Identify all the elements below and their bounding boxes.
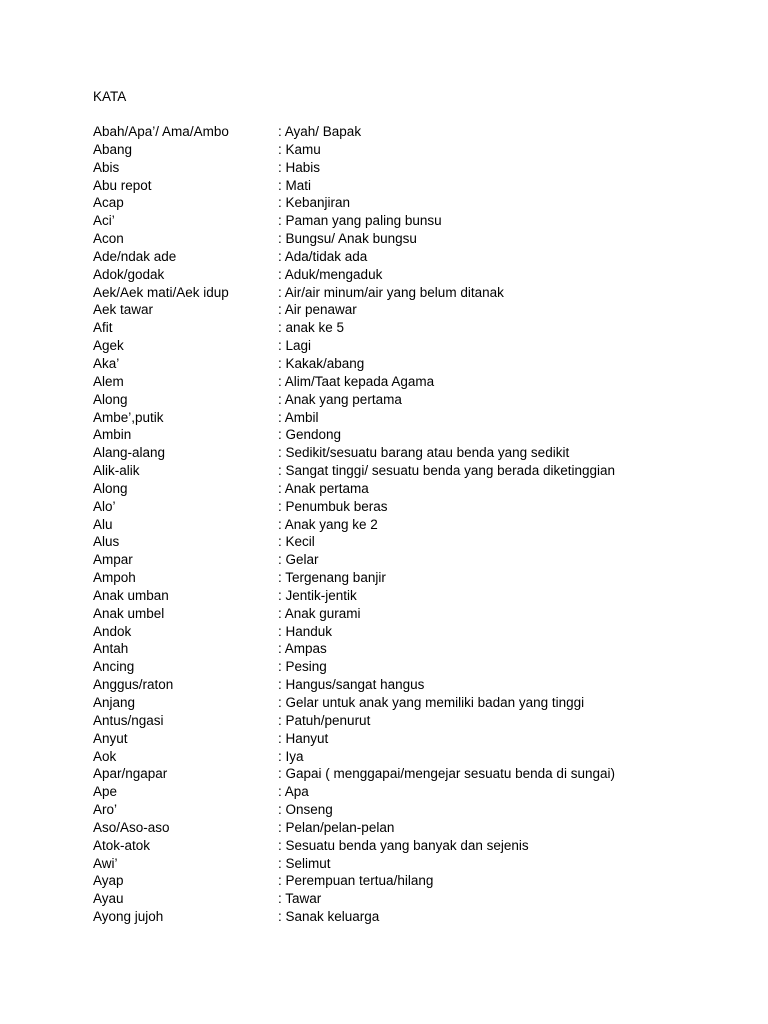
- entry-meaning: : Anak gurami: [278, 605, 361, 621]
- entry-meaning: : Apa: [278, 784, 309, 800]
- entry-meaning: : Gapai ( menggapai/mengejar sesuatu benda di sungai): [278, 766, 615, 782]
- entry-word: Anak umbel: [93, 605, 165, 621]
- entry-meaning: : Kamu: [278, 141, 321, 157]
- entry-word: Acap: [93, 195, 124, 211]
- entry-meaning: : Air penawar: [278, 302, 357, 318]
- entry-word: Anyut: [93, 730, 128, 746]
- glossary-list: [93, 123, 693, 926]
- entry-word: Aso/Aso-aso: [93, 819, 170, 835]
- entry-word: Alang-alang: [93, 445, 166, 461]
- entry-meaning: : Jentik-jentik: [278, 587, 357, 603]
- entry-word: Afit: [93, 320, 113, 336]
- glossary-entry: [93, 426, 693, 444]
- entry-meaning: : Paman yang paling bunsu: [278, 213, 442, 229]
- entry-word: Ade/ndak ade: [93, 248, 177, 264]
- glossary-entry: [93, 908, 693, 926]
- entry-meaning: : Patuh/penurut: [278, 712, 371, 728]
- glossary-entry: [93, 355, 693, 373]
- entry-meaning: : Sedikit/sesuatu barang atau benda yang sedikit: [278, 445, 570, 461]
- glossary-entry: [93, 391, 693, 409]
- entry-word: Ambe’,putik: [93, 409, 164, 425]
- entry-word: Abis: [93, 159, 120, 175]
- glossary-entry: [93, 141, 693, 159]
- glossary-entry: [93, 872, 693, 890]
- entry-word: Agek: [93, 338, 124, 354]
- entry-word: Anjang: [93, 695, 136, 710]
- entry-word: Ayau: [93, 891, 124, 907]
- entry-word: Aek tawar: [93, 302, 154, 318]
- entry-word: Along: [93, 480, 128, 496]
- entry-word: Aek/Aek mati/Aek idup: [93, 284, 229, 300]
- entry-word: Andok: [93, 623, 132, 639]
- entry-word: Anak umban: [93, 587, 169, 603]
- entry-word: Alu: [93, 516, 113, 532]
- entry-word: Antah: [93, 641, 129, 657]
- glossary-entry: [93, 444, 693, 462]
- glossary-entry: [93, 159, 693, 177]
- entry-word: Ancing: [93, 659, 135, 675]
- glossary-entry: [93, 284, 693, 302]
- glossary-entry: [93, 694, 693, 712]
- entry-word: Antus/ngasi: [93, 712, 164, 728]
- entry-meaning: : Sanak keluarga: [278, 909, 380, 925]
- entry-meaning: : Ayah/ Bapak: [278, 124, 362, 139]
- entry-meaning: : Pesing: [278, 659, 327, 675]
- glossary-entry: [93, 855, 693, 873]
- glossary-entry: [93, 480, 693, 498]
- glossary-entry: [93, 498, 693, 516]
- entry-meaning: : Anak yang ke 2: [278, 516, 378, 532]
- entry-meaning: : anak ke 5: [278, 320, 345, 336]
- entry-word: Aci’: [93, 213, 115, 229]
- page-heading: KATA: [93, 89, 127, 104]
- entry-meaning: : Iya: [278, 748, 304, 764]
- entry-meaning: : Gelar: [278, 552, 319, 568]
- entry-meaning: : Kakak/abang: [278, 355, 365, 371]
- glossary-entry: [93, 301, 693, 319]
- entry-meaning: : Pelan/pelan-pelan: [278, 819, 395, 835]
- glossary-entry: [93, 569, 693, 587]
- glossary-entry: [93, 605, 693, 623]
- glossary-entry: [93, 266, 693, 284]
- glossary-entry: [93, 765, 693, 783]
- entry-word: Awi’: [93, 855, 118, 871]
- entry-word: Ampoh: [93, 570, 136, 586]
- entry-word: Abu repot: [93, 177, 152, 193]
- entry-meaning: : Hangus/sangat hangus: [278, 677, 425, 693]
- glossary-entry: [93, 194, 693, 212]
- entry-word: Aka’: [93, 355, 120, 371]
- glossary-entry: [93, 551, 693, 569]
- entry-meaning: : Tawar: [278, 891, 322, 907]
- glossary-entry: [93, 890, 693, 908]
- entry-meaning: : Ambil: [278, 409, 319, 425]
- entry-meaning: : Mati: [278, 177, 312, 193]
- glossary-entry: [93, 730, 693, 748]
- entry-meaning: : Alim/Taat kepada Agama: [278, 373, 435, 389]
- entry-meaning: : Handuk: [278, 623, 333, 639]
- glossary-entry: [93, 676, 693, 694]
- entry-word: Ampar: [93, 552, 133, 568]
- glossary-entry: [93, 373, 693, 391]
- glossary-entry: [93, 837, 693, 855]
- entry-word: Along: [93, 391, 128, 407]
- entry-meaning: : Onseng: [278, 802, 333, 818]
- entry-meaning: : Gelar untuk anak yang memiliki badan yang tinggi: [278, 695, 585, 710]
- entry-word: Aro’: [93, 802, 118, 818]
- glossary-entry: [93, 516, 693, 534]
- entry-meaning: : Bungsu/ Anak bungsu: [278, 231, 417, 247]
- entry-meaning: : Selimut: [278, 855, 331, 871]
- glossary-entry: [93, 801, 693, 819]
- entry-word: Alus: [93, 534, 120, 550]
- glossary-entry: [93, 212, 693, 230]
- entry-word: Apar/ngapar: [93, 766, 168, 782]
- glossary-entry: [93, 640, 693, 658]
- glossary-entry: [93, 783, 693, 801]
- glossary-entry: [93, 123, 693, 141]
- entry-meaning: : Habis: [278, 159, 321, 175]
- entry-word: Alik-alik: [93, 463, 140, 479]
- entry-meaning: : Air/air minum/air yang belum ditanak: [278, 284, 504, 300]
- entry-meaning: : Sangat tinggi/ sesuatu benda yang berada diketinggian: [278, 463, 616, 479]
- entry-meaning: : Sesuatu benda yang banyak dan sejenis: [278, 837, 529, 853]
- glossary-entry: [93, 230, 693, 248]
- entry-meaning: : Penumbuk beras: [278, 498, 388, 514]
- glossary-entry: [93, 337, 693, 355]
- entry-word: Ape: [93, 784, 118, 800]
- entry-meaning: : Tergenang banjir: [278, 570, 386, 586]
- glossary-entry: [93, 533, 693, 551]
- entry-meaning: : Anak yang pertama: [278, 391, 402, 407]
- entry-meaning: : Lagi: [278, 338, 312, 354]
- entry-word: Alo’: [93, 498, 116, 514]
- glossary-entry: [93, 409, 693, 427]
- entry-meaning: : Gendong: [278, 427, 342, 443]
- entry-word: Ayap: [93, 873, 124, 889]
- entry-word: Anggus/raton: [93, 677, 174, 693]
- entry-word: Adok/godak: [93, 266, 165, 282]
- entry-meaning: : Ampas: [278, 641, 327, 657]
- glossary-entry: [93, 319, 693, 337]
- entry-meaning: : Anak pertama: [278, 480, 369, 496]
- entry-word: Atok-atok: [93, 837, 151, 853]
- entry-meaning: : Ada/tidak ada: [278, 248, 368, 264]
- entry-word: Abang: [93, 141, 133, 157]
- entry-meaning: : Kebanjiran: [278, 195, 351, 211]
- entry-meaning: : Kecil: [278, 534, 315, 550]
- entry-meaning: : Aduk/mengaduk: [278, 266, 383, 282]
- entry-word: Acon: [93, 231, 124, 247]
- entry-word: Ambin: [93, 427, 132, 443]
- entry-word: Ayong jujoh: [93, 909, 164, 925]
- glossary-entry: [93, 658, 693, 676]
- glossary-entry: [93, 712, 693, 730]
- glossary-entry: [93, 248, 693, 266]
- entry-meaning: : Hanyut: [278, 730, 329, 746]
- glossary-entry: [93, 819, 693, 837]
- entry-word: Aok: [93, 748, 117, 764]
- glossary-entry: [93, 748, 693, 766]
- glossary-entry: [93, 177, 693, 195]
- glossary-entry: [93, 587, 693, 605]
- entry-word: Alem: [93, 373, 124, 389]
- glossary-entry: [93, 623, 693, 641]
- glossary-entry: [93, 462, 693, 480]
- entry-word: Abah/Apa’/ Ama/Ambo: [93, 124, 229, 139]
- entry-meaning: : Perempuan tertua/hilang: [278, 873, 434, 889]
